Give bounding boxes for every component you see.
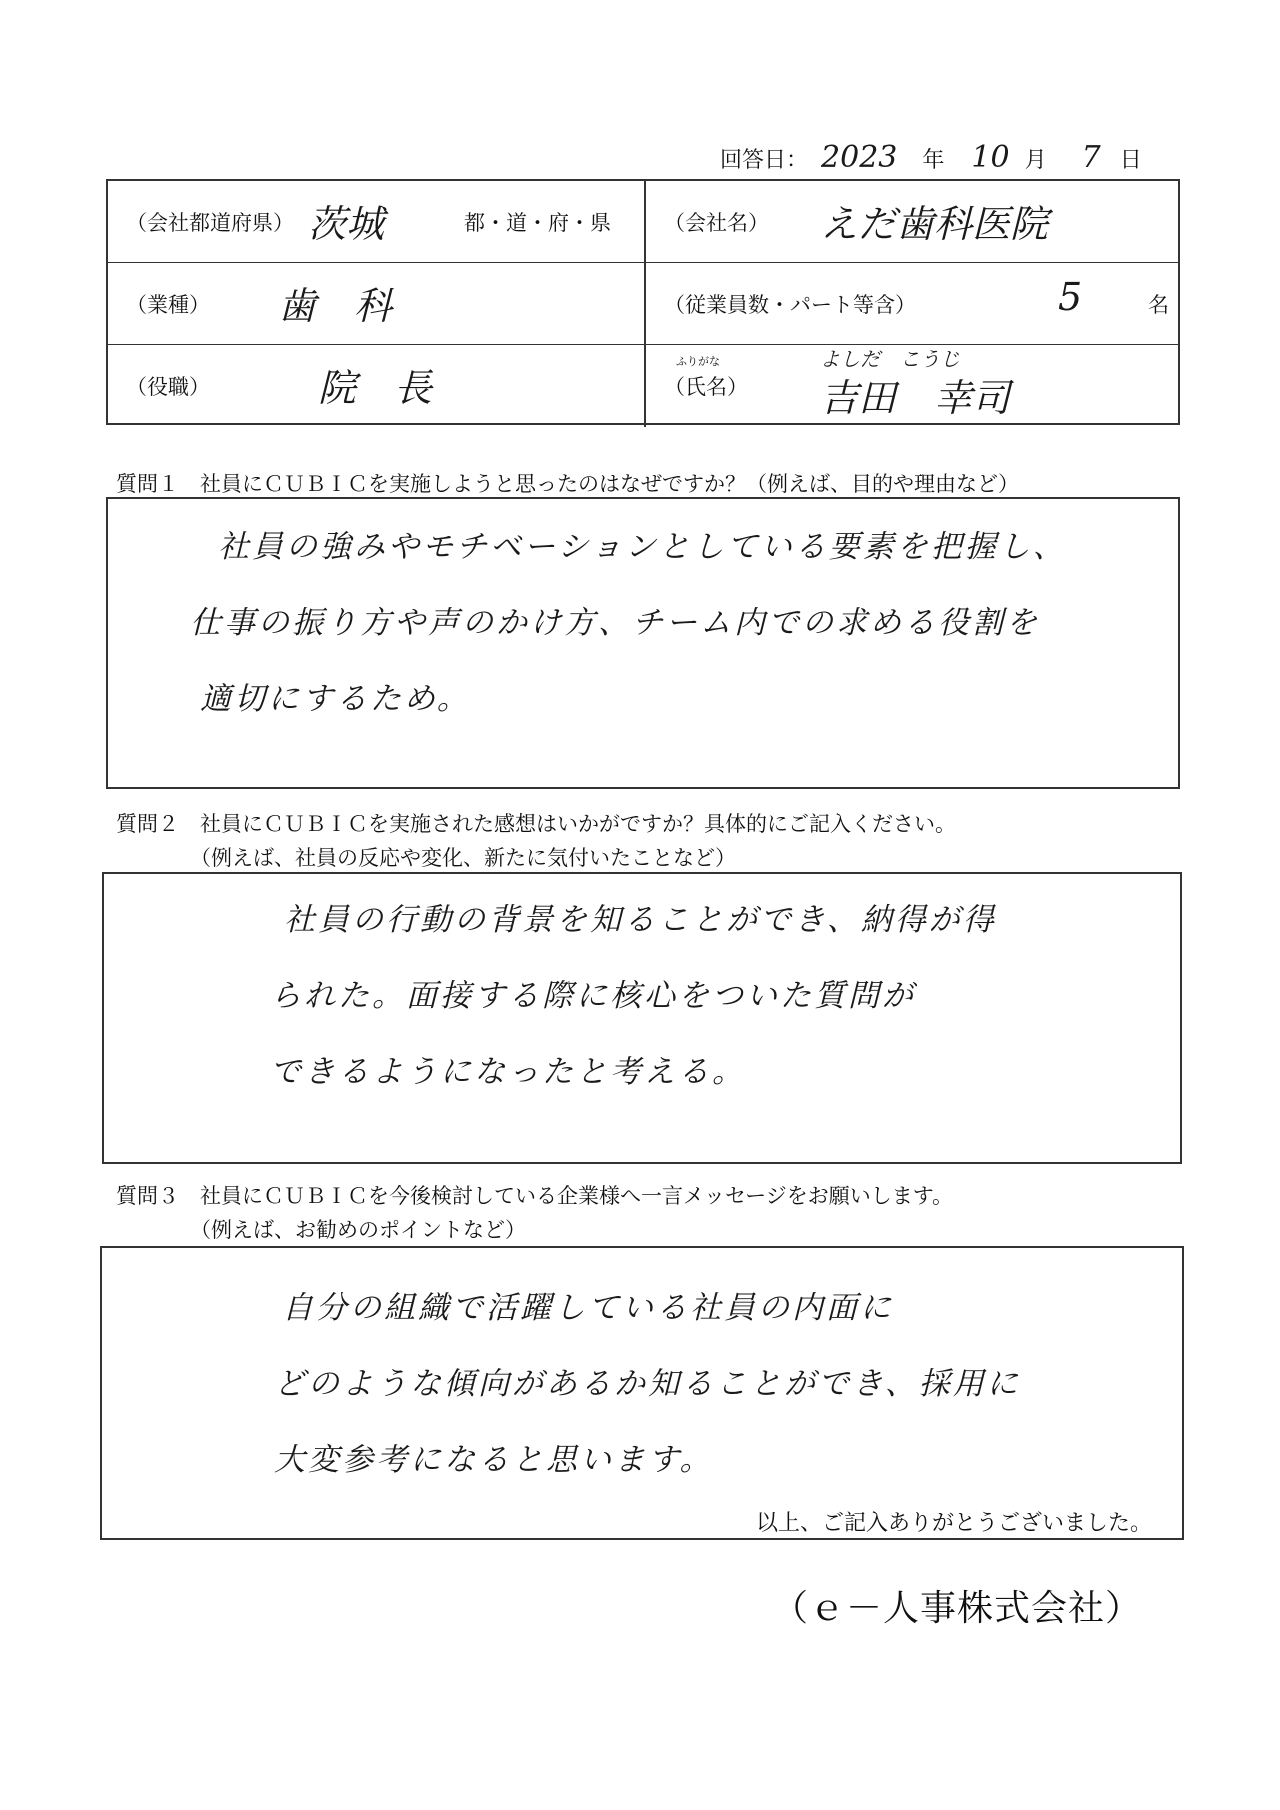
company-label: （会社名） (664, 211, 769, 235)
q2-answer-line: 社員の行動の背景を知ることができ、納得が得 (284, 902, 997, 938)
closing-message: 以上、ご記入ありがとうございました。 (755, 1511, 1152, 1536)
name-value: 吉田 幸司 (820, 376, 1011, 420)
date-day: 7 (1081, 140, 1101, 175)
header-row-industry-employees (108, 263, 1178, 345)
date-year-unit: 年 (922, 148, 945, 173)
name-furigana-label: ふりがな (676, 355, 720, 368)
answer-date (720, 140, 1142, 175)
industry-label: （業種） (126, 293, 210, 317)
employees-value: 5 (1058, 275, 1083, 319)
prefecture-label: （会社都道府県） (126, 211, 294, 235)
header-divider (644, 345, 646, 427)
q2-answer-line: できるようになったと考える。 (270, 1054, 746, 1090)
q2-answer-line: られた。面接する際に核心をついた質問が (270, 978, 916, 1014)
date-year: 2023 (821, 140, 898, 175)
employees-unit: 名 (1148, 293, 1169, 317)
date-month: 10 (971, 140, 1010, 175)
q3-answer-box (100, 1246, 1184, 1540)
name-label: （氏名） (664, 375, 748, 399)
industry-value: 歯 科 (278, 284, 393, 328)
header-divider (644, 181, 646, 262)
q2-title: 質問２ 社員にＣＵＢＩＣを実施された感想はいかがですか？具体的にご記入ください。 (116, 812, 956, 836)
q3-title: 質問３ 社員にＣＵＢＩＣを今後検討している企業様へ一言メッセージをお願いします。 (116, 1184, 954, 1208)
q1-answer-line: 適切にするため。 (200, 681, 471, 717)
name-furigana: よしだ こうじ (820, 347, 960, 371)
q3-answer-line: どのような傾向があるか知ることができ、採用に (274, 1366, 1021, 1402)
q1-answer-line: 仕事の振り方や声のかけ方、チーム内での求める役割を (190, 605, 1040, 641)
company-value: えだ歯科医院 (820, 202, 1049, 246)
q2-subtitle: （例えば、社員の反応や変化、新たに気付いたことなど） (190, 846, 736, 870)
date-month-unit: 月 (1024, 148, 1047, 173)
q1-title: 質問１ 社員にＣＵＢＩＣを実施しようと思ったのはなぜですか？（例えば、目的や理由など） (116, 472, 1019, 496)
q3-answer-line: 自分の組織で活躍している社員の内面に (282, 1290, 894, 1326)
position-label: （役職） (126, 375, 210, 399)
q1-answer-box (106, 497, 1180, 789)
position-value: 院 長 (318, 366, 433, 410)
employees-label: （従業員数・パート等含） (664, 293, 916, 317)
header-row-position-name (108, 345, 1178, 427)
header-divider (644, 263, 646, 344)
date-label: 回答日： (720, 148, 809, 173)
prefecture-value: 茨城 (308, 202, 385, 246)
prefecture-suffix: 都・道・府・県 (464, 211, 611, 235)
q2-answer-box (102, 872, 1182, 1164)
date-day-unit: 日 (1119, 148, 1142, 173)
q3-answer-line: 大変参考になると思います。 (274, 1442, 714, 1478)
header-row-prefecture-company (108, 181, 1178, 263)
q1-answer-line: 社員の強みやモチベーションとしている要素を把握し、 (218, 529, 1067, 565)
q3-subtitle: （例えば、お勧めのポイントなど） (190, 1218, 526, 1242)
issuer-company: （ｅ－人事株式会社） (771, 1588, 1142, 1629)
header-table (106, 179, 1180, 425)
